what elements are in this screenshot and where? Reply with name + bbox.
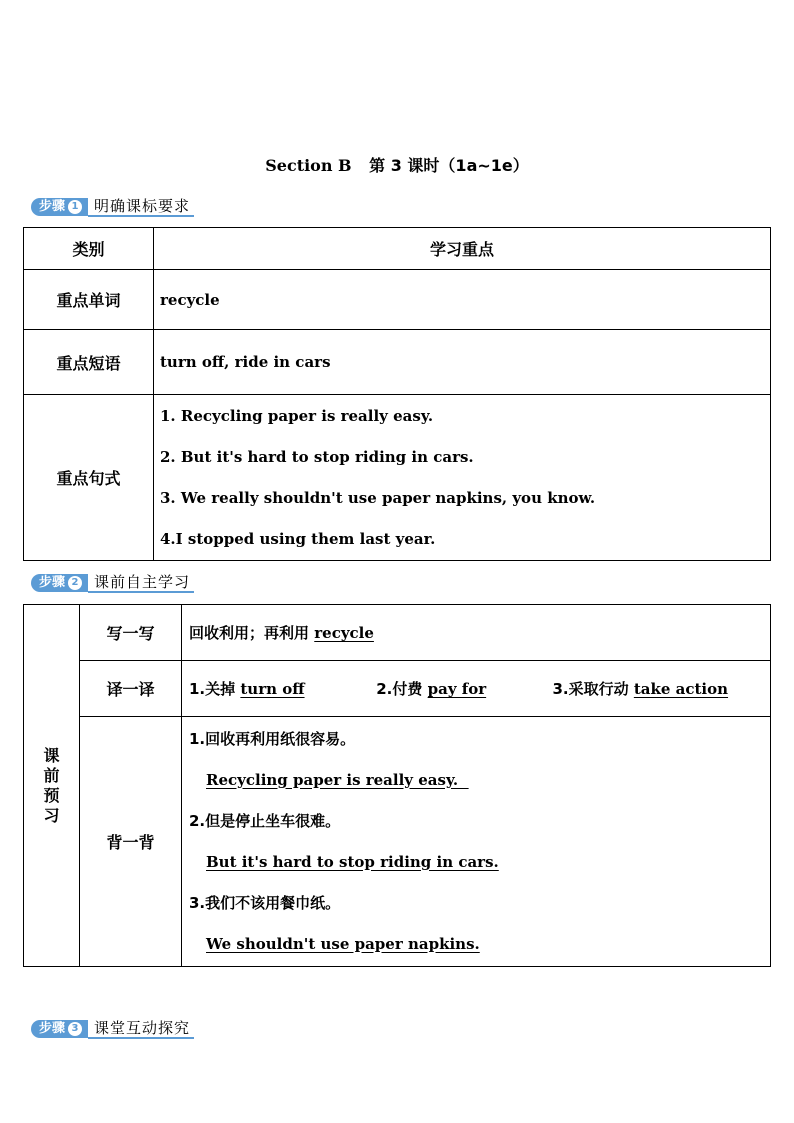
translate-item: 2.付费 pay for (376, 680, 487, 698)
header-focus: 学习重点 (154, 228, 771, 270)
recite-row (182, 717, 771, 967)
step-number-badge: 3 (68, 1022, 82, 1036)
step-2-heading (31, 574, 194, 592)
sentence-item: 3. We really shouldn't use paper napkins, you know. (160, 488, 596, 507)
step-number-badge: 1 (68, 200, 82, 214)
row-label-phrases: 重点短语 (24, 330, 154, 395)
translate-item: 3.采取行动 take action (552, 680, 729, 698)
write-answer: recycle (314, 624, 374, 642)
recite-answer: We shouldn't use paper napkins. (206, 934, 480, 953)
step-label: 课前自主学习 (88, 573, 194, 593)
step-1-heading (31, 198, 194, 216)
recite-label: 背一背 (80, 717, 182, 967)
page-title (0, 153, 794, 176)
key-phrases: turn off, ride in cars (154, 330, 771, 395)
step-label: 课堂互动探究 (88, 1019, 194, 1039)
step-label: 明确课标要求 (88, 197, 194, 217)
preview-side-label: 课 前 预 习 (24, 605, 80, 967)
lesson-label: 第 3 课时（1a~1e） (369, 156, 529, 175)
recite-prompt: 3.我们不该用餐巾纸。 (189, 893, 341, 912)
key-points-table (23, 227, 771, 561)
translate-item: 1.关掉 turn off (189, 680, 305, 698)
section-label: Section B (265, 156, 352, 175)
key-words: recycle (154, 270, 771, 330)
step-3-heading (31, 1020, 194, 1038)
write-label: 写一写 (80, 605, 182, 661)
header-category: 类别 (24, 228, 154, 270)
write-prompt: 回收利用；再利用 (189, 624, 310, 642)
sentence-item: 4.I stopped using them last year. (160, 529, 436, 548)
write-row (182, 605, 771, 661)
sentence-item: 1. Recycling paper is really easy. (160, 406, 434, 425)
key-sentences (154, 395, 771, 561)
row-label-words: 重点单词 (24, 270, 154, 330)
translate-row (182, 661, 771, 717)
preview-table (23, 604, 771, 967)
step-tag: 步骤 1 (31, 198, 88, 216)
recite-answer: But it's hard to stop riding in cars. (206, 852, 499, 871)
step-number-badge: 2 (68, 576, 82, 590)
step-tag: 步骤 3 (31, 1020, 88, 1038)
sentence-item: 2. But it's hard to stop riding in cars. (160, 447, 474, 466)
recite-prompt: 2.但是停止坐车很难。 (189, 811, 341, 830)
step-tag: 步骤 2 (31, 574, 88, 592)
row-label-sentences: 重点句式 (24, 395, 154, 561)
recite-answer: Recycling paper is really easy. (206, 770, 469, 789)
translate-label: 译一译 (80, 661, 182, 717)
recite-prompt: 1.回收再利用纸很容易。 (189, 729, 356, 748)
